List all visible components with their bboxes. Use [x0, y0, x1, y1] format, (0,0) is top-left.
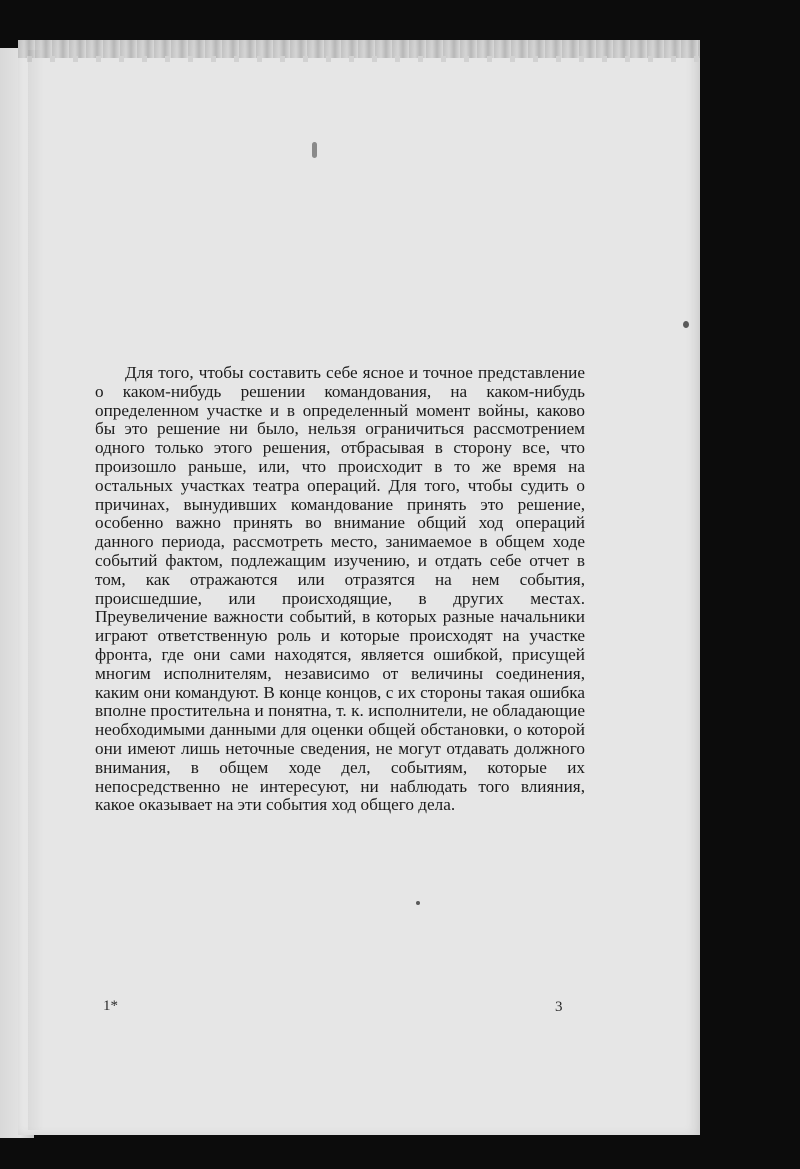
inner-fold-shadow	[28, 50, 44, 1130]
torn-top-edge	[18, 40, 700, 58]
ink-speck	[683, 321, 689, 328]
body-paragraph: Для того, чтобы составить себе ясное и точное представление о каком-нибудь решении командования, на каком-нибудь определенном участке и в определенный момент войны, каково бы это решение ни было, нельзя ограничиться рассмотрением одного только этого решения, отбрасывая в сторону все, что произошло раньше, или, что происходит в то же время на остальных участках театра операций. Для того, чтобы судить о причинах, вынудивших командование принять это решение, особенно важно принять во внимание общий ход операций данного периода, рассмотреть место, занимаемое в общем ходе событий фактом, подлежащим изучению, и отдать себе отчет в том, как отражаются или отразятся на нем события, происшедшие, или происходящие, в других местах. Преувеличение важности событий, в которых разные начальники играют ответственную роль и которые происходят на участке фронта, где они сами находятся, является ошибкой, присущей многим исполнителям, независимо от величины соединения, каким они командуют. В конце концов, с их стороны такая ошибка вполне простительна и понятна, т. к. исполнители, не обладающие необходимыми данными для оценки общей обстановки, о которой они имеют лишь неточные сведения, не могут отдавать должного внимания, в общем ходе дел, событиям, которые их непосредственно не интересуют, ни наблюдать того влияния, какое оказывает на эти события ход общего дела.	[95, 363, 585, 815]
ink-speck	[312, 142, 317, 158]
signature-mark: 1*	[103, 998, 118, 1014]
page-number: 3	[555, 999, 563, 1015]
ink-speck	[416, 901, 420, 905]
body-paragraph-block	[95, 364, 585, 815]
